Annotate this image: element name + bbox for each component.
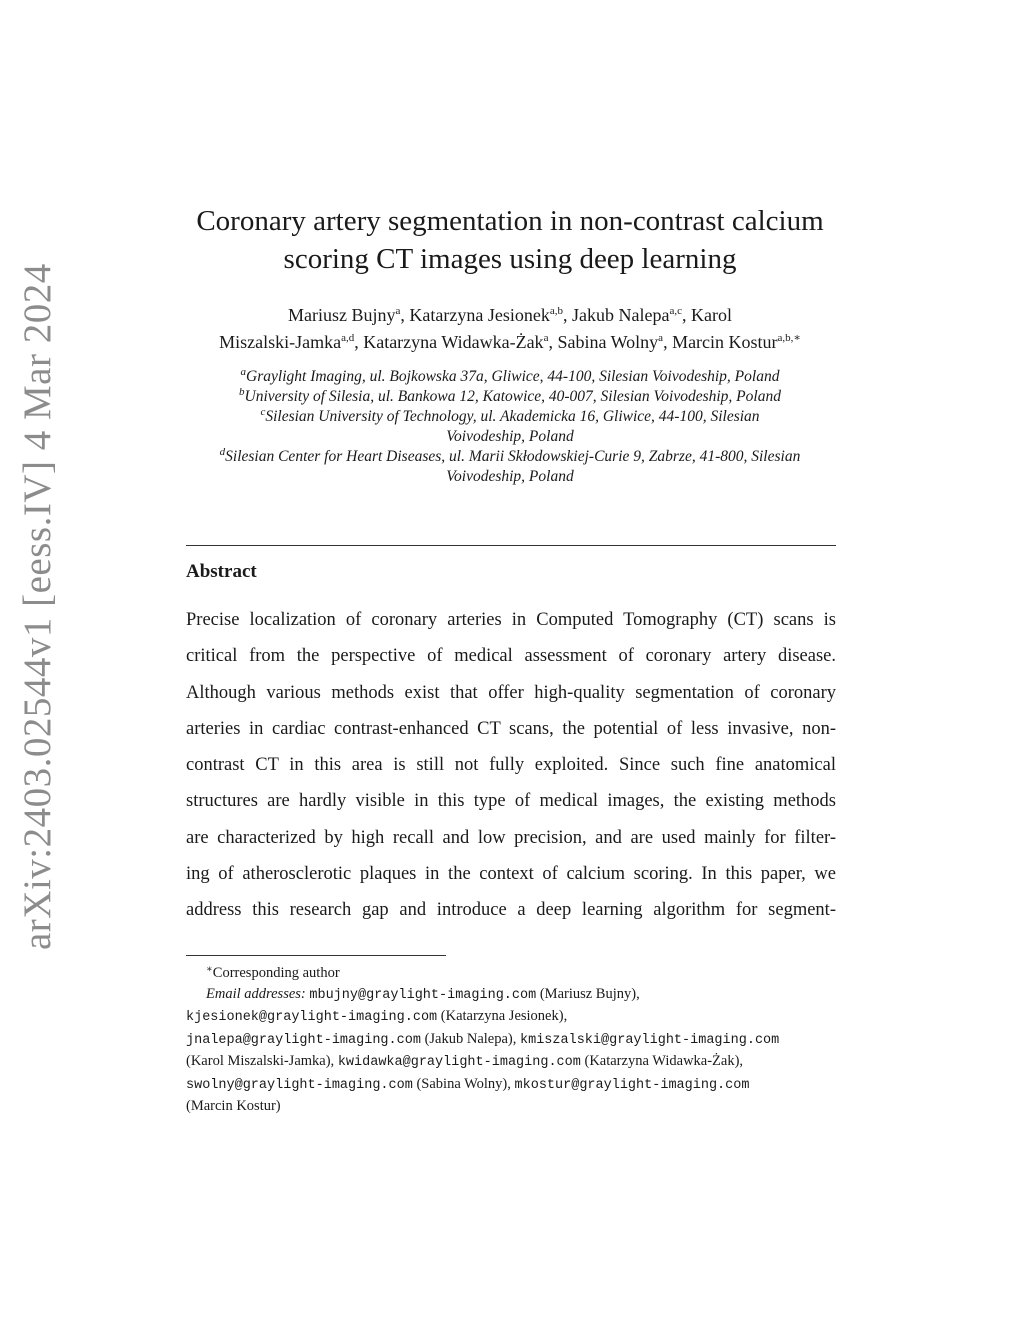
author-name: Karol (690, 305, 732, 325)
email-link[interactable]: kmiszalski@graylight-imaging.com (520, 1032, 780, 1048)
author-name: Jakub Nalepa (572, 305, 670, 325)
email-link[interactable]: mkostur@graylight-imaging.com (514, 1077, 750, 1093)
affiliation-continuation: Voivodeship, Poland (446, 428, 574, 445)
title-line-1: Coronary artery segmentation in non-contrast calcium (196, 205, 824, 237)
abstract-line: ing of atherosclerotic plaques in the context of calcium scoring. In this paper, we (186, 864, 836, 885)
affiliation-item: $^b$University of Silesia, ul. Bankowa 12, Katowice, 40-007, Silesian Voivodeship, Poland (239, 385, 781, 405)
email-link[interactable]: mbujny@graylight-imaging.com (309, 987, 537, 1003)
email-link[interactable]: kwidawka@graylight-imaging.com (337, 1055, 581, 1070)
paper-title (150, 202, 870, 278)
affiliation-continuation: Voivodeship, Poland (446, 468, 574, 485)
affiliation-item: $^d$Silesian Center for Heart Diseases, ul. Marii Skłodowskiej-Curie 9, Zabrze, 41-800, Silesian (219, 445, 801, 465)
abstract-line: Although various methods exist that offer high-quality segmentation of coronary (186, 682, 836, 703)
author-name: Sabina Wolny (557, 332, 659, 352)
corresponding-author-note: ∗Corresponding author (206, 964, 340, 981)
abstract-heading: Abstract (186, 561, 257, 582)
email-link[interactable]: swolny@graylight-imaging.com (186, 1077, 413, 1093)
abstract-line: address this research gap and introduce a deep learning algorithm for segment- (186, 900, 836, 921)
section-divider (186, 545, 836, 546)
abstract-line: contrast CT in this area is still not fully exploited. Since such fine anatomical (186, 755, 836, 776)
footnotes: ∗Corresponding author Email addresses: mbujny@graylight-imaging.com (Mariusz Bujny), kjesionek@graylight-imaging.com (Katarzyna Jesionek), jnalepa@graylight-imaging.com (Jakub Nalepa), kmiszalski@graylight-imaging.com (Karol Miszalski-Jamka), kwidawka@graylight-imaging.com (Katarzyna Widawka-Żak), swolny@graylight-imaging.com (Sabina Wolny), mkostur@graylight-imaging.com (Marcin Kostur) (186, 960, 846, 1117)
abstract-line: arteries in cardiac contrast-enhanced CT scans, the potential of less invasive, non- (186, 718, 836, 739)
author-name: Mariusz Bujny (288, 305, 396, 325)
footnote-divider (186, 955, 446, 956)
affiliation-item: $^a$Graylight Imaging, ul. Bojkowska 37a, Gliwice, 44-100, Silesian Voivodeship, Poland (240, 365, 780, 385)
email-link[interactable]: jnalepa@graylight-imaging.com (186, 1032, 421, 1048)
abstract-line: structures are hardly visible in this type of medical images, the existing methods (186, 791, 836, 812)
title-line-2: scoring CT images using deep learning (283, 243, 737, 275)
abstract-line: critical from the perspective of medical assessment of coronary artery disease. (186, 646, 836, 667)
author-name: Miszalski-Jamka (219, 332, 342, 352)
email-label: Email addresses: (206, 985, 306, 1002)
abstract-line: Precise localization of coronary arteries in Computed Tomography (CT) scans is (186, 610, 836, 630)
author-list: Mariusz Bujny$^a$, Katarzyna Jesionek$^{a,b}$, Jakub Nalepa$^{a,c}$, Karol Miszalski-Jamka$^{a,d}$, Katarzyna Widawka-Żak$^a$, Sabina Wolny$^a$, Marcin Kostur$^{a,b,∗}$ (219, 305, 801, 352)
arxiv-identifier-stamp: arXiv:2403.02544v1 [eess.IV] 4 Mar 2024 (16, 263, 59, 950)
abstract-text (186, 602, 836, 929)
author-name: Katarzyna Widawka-Żak (363, 332, 544, 352)
email-link[interactable]: kjesionek@graylight-imaging.com (186, 1010, 438, 1025)
author-name: Katarzyna Jesionek (409, 305, 550, 325)
author-name: Marcin Kostur (672, 332, 778, 352)
abstract-line: are characterized by high recall and low precision, and are used mainly for filter- (186, 827, 836, 848)
affiliation-item: $^c$Silesian University of Technology, ul. Akademicka 16, Gliwice, 44-100, Silesian (260, 405, 760, 425)
affiliation-list (170, 367, 850, 487)
